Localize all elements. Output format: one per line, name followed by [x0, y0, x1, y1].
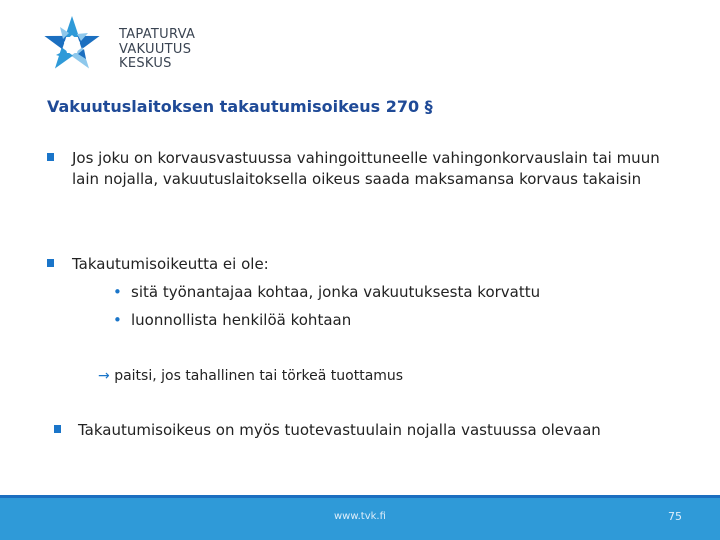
bullet-marker — [47, 259, 54, 267]
logo-wordmark — [119, 28, 195, 72]
star-icon — [38, 14, 106, 74]
sub-bullet-2 — [113, 310, 351, 331]
logo-line-3: KESKUS — [119, 56, 172, 71]
arrow-right-icon: → — [98, 368, 110, 384]
slide-title: Vakuutuslaitoksen takautumisoikeus 270 § — [47, 97, 433, 116]
logo-line-1: TAPATURVA — [119, 27, 196, 42]
bullet-marker — [54, 425, 61, 433]
sub-bullet-1-text: sitä työnantajaa kohtaa, jonka vakuutuksesta korvattu — [131, 283, 541, 301]
bullet-1: Jos joku on korvausvastuussa vahingoittuneelle vahingonkorvauslain tai muun lain nojalla, vakuutuslaitoksella oikeus saada maksamansa korvaus takaisin — [72, 149, 660, 188]
page-number: 75 — [668, 510, 682, 523]
logo — [38, 14, 218, 74]
sub-bullet-1 — [113, 282, 540, 303]
bullet-3: Takautumisoikeus on myös tuotevastuulain nojalla vastuussa olevaan — [78, 421, 601, 439]
logo-line-2: VAKUUTUS — [119, 41, 192, 57]
sub-bullet-2-text: luonnollista henkilöä kohtaan — [131, 311, 352, 329]
footer-bar — [0, 495, 720, 540]
bullet-marker — [47, 153, 54, 161]
dot-icon: • — [113, 283, 122, 301]
bullet-2: Takautumisoikeutta ei ole: — [72, 255, 269, 273]
footer-divider — [0, 495, 720, 498]
footer-url[interactable]: www.tvk.fi — [334, 511, 386, 522]
exception-note-text: paitsi, jos tahallinen tai törkeä tuottamus — [114, 368, 404, 384]
exception-note — [98, 367, 403, 385]
dot-icon: • — [113, 311, 122, 329]
